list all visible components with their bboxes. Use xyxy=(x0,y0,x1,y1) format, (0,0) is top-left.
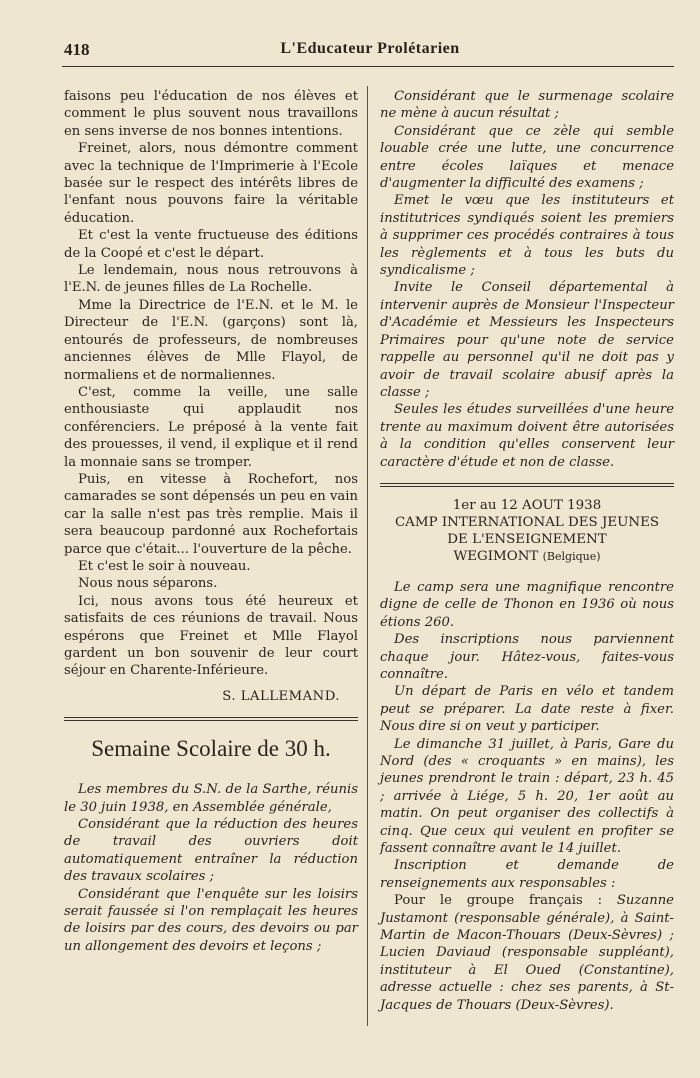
camp-location xyxy=(380,548,674,565)
left-column xyxy=(64,88,358,955)
resolution-paragraph: Considérant que l'enquête sur les loisirs serait faussée si l'on remplaçait les heures de loisirs par des cours, des devoirs ou par un allongement des devoirs et leçons ; xyxy=(64,886,358,954)
column-divider xyxy=(367,86,368,1026)
paragraph: Ici, nous avons tous été heureux et satisfaits de ces réunions de travail. Nous espérons que Freinet et Mlle Flayol gardent un bon souvenir de leur court séjour en Charente-Inférieure. xyxy=(64,593,358,679)
section-divider xyxy=(64,717,358,721)
section-title: Semaine Scolaire de 30 h. xyxy=(91,736,331,762)
paragraph: Et c'est la vente fructueuse des éditions de la Coopé et c'est le départ. xyxy=(64,228,358,261)
resolution-paragraph: Considérant que la réduction des heures de travail des ouvriers doit automatiquement entraîner la réduction des travaux scolaires ; xyxy=(64,817,358,885)
resolution-paragraph: Seules les études surveillées d'une heure trente au maximum doivent être autorisées à la condition qu'elles conservent leur caractère d'étude et non de classe. xyxy=(380,402,674,470)
section-divider xyxy=(380,483,674,487)
camp-paragraph: Inscription et demande de renseignements aux responsables : xyxy=(380,858,674,891)
paragraph: Puis, en vitesse à Rochefort, nos camarades se sont dépensés un peu en vain car la salle n'est pas très remplie. Mais il sera beaucoup pardonné aux Rochefortais parce que c'était... l'ouverture de la pêche. xyxy=(64,471,358,557)
camp-location-name: WEGIMONT xyxy=(453,548,539,564)
paragraph: C'est, comme la veille, une salle enthousiaste qui applaudit nos conférenciers. Le préposé à la vente fait des prouesses, il vend, il explique et il rend la monnaie sans se tromper. xyxy=(64,384,358,470)
author-signature: S. LALLEMAND. xyxy=(222,688,340,704)
right-column xyxy=(380,88,674,1014)
running-title: L'Educateur Prolétarien xyxy=(280,40,460,57)
resolution-paragraph: Considérant que ce zèle qui semble louable crée une lutte, une concurrence entre écoles laïques et menace d'augmenter la difficulté des examens ; xyxy=(380,123,674,192)
contacts-lead: Pour le groupe français : xyxy=(394,893,617,909)
paragraph: Nous nous séparons. xyxy=(78,576,218,592)
resolution-paragraph: Invite le Conseil départemental à intervenir auprès de Monsieur l'Inspecteur d'Académie et Messieurs les Inspecteurs Primaires pour qu'une note de service rappelle au personnel qu'il ne doit pas y avoir de travail scolaire abusif après la classe ; xyxy=(380,280,674,400)
paragraph: Le lendemain, nous nous retrouvons à l'E.N. de jeunes filles de La Rochelle. xyxy=(64,263,358,296)
camp-dates: 1er au 12 AOUT 1938 xyxy=(452,497,602,513)
contacts-details: Suzanne Justamont (responsable générale), à Saint-Martin de Macon-Thouars (Deux-Sèvres) ; Lucien Daviaud (responsable suppléant), instituteur à El Oued (Constantine), adresse actuelle : chez ses parents, à St-Jacques de Thouars (Deux-Sèvres). xyxy=(380,893,674,1013)
header-rule xyxy=(62,66,674,67)
page-header xyxy=(64,40,676,64)
paragraph: faisons peu l'éducation de nos élèves et comment le plus souvent nous travaillons en sens inverse de nos bonnes intentions. xyxy=(64,89,358,139)
paragraph: Mme la Directrice de l'E.N. et le M. le Directeur de l'E.N. (garçons) sont là, entourés de professeurs, de nombreuses anciennes élèves de Mlle Flayol, de normaliens et de normaliennes. xyxy=(64,297,358,383)
camp-contacts xyxy=(380,892,674,1014)
camp-paragraph: Un départ de Paris en vélo et tandem peut se préparer. La date reste à fixer. Nous dire si on veut y participer. xyxy=(380,684,674,735)
camp-title: CAMP INTERNATIONAL DES JEUNES xyxy=(394,514,660,530)
paragraph: Freinet, alors, nous démontre comment avec la technique de l'Imprimerie à l'Ecole basée sur le respect des intérêts libres de l'enfant nous pouvons faire la véritable éducation. xyxy=(64,141,358,226)
resolution-paragraph: Les membres du S.N. de la Sarthe, réunis le 30 juin 1938, en Assemblée générale, xyxy=(64,782,358,815)
resolution-paragraph: Considérant que le surmenage scolaire ne mène à aucun résultat ; xyxy=(380,89,674,122)
resolution-paragraph: Emet le vœu que les instituteurs et institutrices syndiqués soient les premiers à supprimer ces procédés contraires à tous les règlements et à tous les buts du syndicalisme ; xyxy=(380,193,674,279)
camp-country: (Belgique) xyxy=(542,549,601,563)
camp-paragraph: Le dimanche 31 juillet, à Paris, Gare du Nord (des « croquants » en mains), les jeunes prendront le train : départ, 23 h. 45 ; arrivée à Liége, 5 h. 20, 1er août au matin. On peut organiser des collectifs à cinq. Que ceux qui veulent en profiter se fassent connaître avant le 14 juillet. xyxy=(380,736,674,857)
paragraph: Et c'est le soir à nouveau. xyxy=(78,558,251,574)
camp-title-continued: DE L'ENSEIGNEMENT xyxy=(447,531,607,547)
camp-announcement-header xyxy=(380,497,674,565)
page-number: 418 xyxy=(64,40,90,59)
camp-paragraph: Le camp sera une magnifique rencontre digne de celle de Thonon en 1936 où nous étions 260. xyxy=(380,579,674,630)
camp-paragraph: Des inscriptions nous parviennent chaque jour. Hâtez-vous, faites-vous connaître. xyxy=(380,632,674,682)
